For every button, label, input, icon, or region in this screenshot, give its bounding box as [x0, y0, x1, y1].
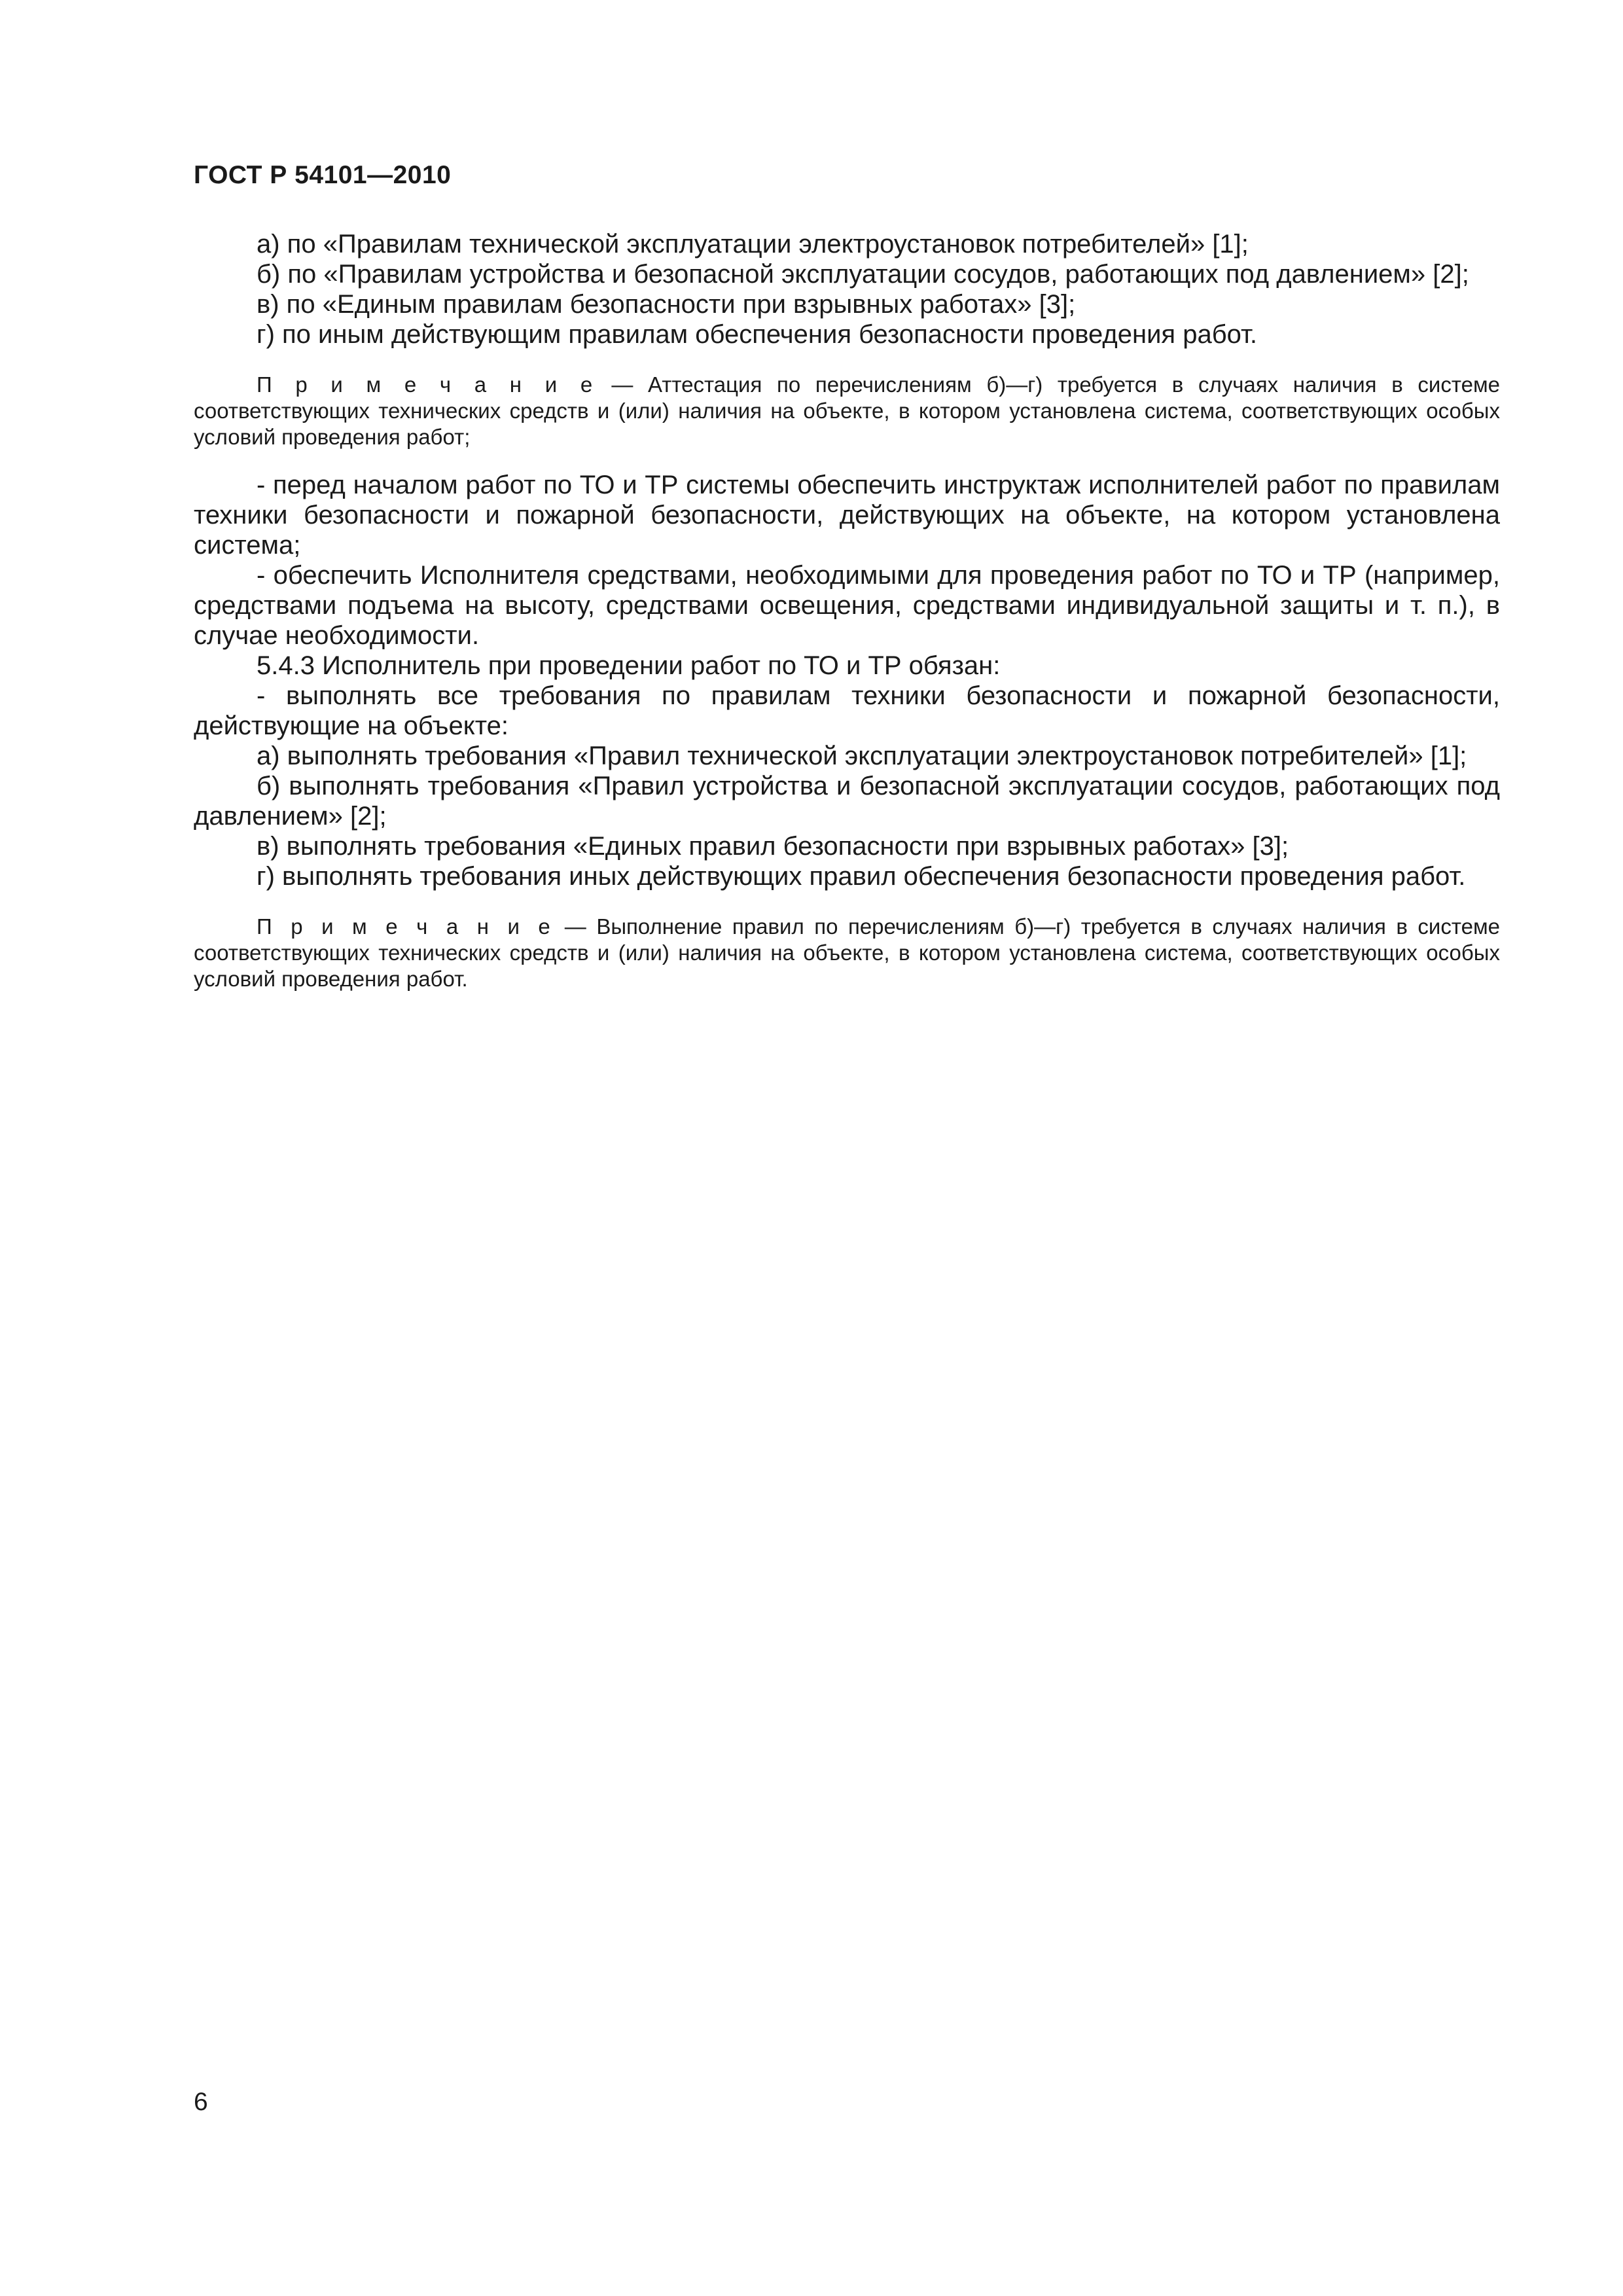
- list-item-b-2: б) выполнять требования «Правил устройства и безопасной эксплуатации сосудов, работающих под давлением» [2];: [194, 772, 1500, 831]
- note-text: — Аттестация по перечислениям б)—г) требуется в случаях наличия в системе соответствующих технических средств и (или) наличия на объекте, в котором установлена система, соответствующих особых условий проведения работ;: [194, 372, 1500, 449]
- note-rules-compliance: [194, 914, 1500, 992]
- list-item-d: г) по иным действующим правилам обеспечения безопасности проведения работ.: [257, 320, 1257, 349]
- document-code: ГОСТ Р 54101—2010: [194, 161, 452, 189]
- note-text: — Выполнение правил по перечислениям б)—г) требуется в случаях наличия в системе соответствующих технических средств и (или) наличия на объекте, в котором установлена система, соответствующих особых условий проведения работ.: [194, 914, 1500, 991]
- list-item-d-2: г) выполнять требования иных действующих правил обеспечения безопасности проведения работ.: [257, 862, 1466, 891]
- page-number: 6: [194, 2088, 208, 2116]
- list-item-b: б) по «Правилам устройства и безопасной эксплуатации сосудов, работающих под давлением» [2];: [257, 260, 1469, 289]
- paragraph-safety-requirements: - выполнять все требования по правилам техники безопасности и пожарной безопасности, действующие на объекте:: [194, 681, 1500, 740]
- clause-5-4-3: 5.4.3 Исполнитель при проведении работ по ТО и ТР обязан:: [257, 651, 1001, 680]
- list-item-a: а) по «Правилам технической эксплуатации электроустановок потребителей» [1];: [257, 230, 1249, 259]
- list-item-c-2: в) выполнять требования «Единых правил безопасности при взрывных работах» [3];: [257, 832, 1289, 861]
- paragraph-instruction: - перед началом работ по ТО и ТР системы обеспечить инструктаж исполнителей работ по правилам техники безопасности и пожарной безопасности, действующих на объекте, на котором установлена система;: [194, 471, 1500, 560]
- paragraph-provide-means: - обеспечить Исполнителя средствами, необходимыми для проведения работ по ТО и ТР (например, средствами подъема на высоту, средствами освещения, средствами индивидуальной защиты и т. п.), в случае необходимости.: [194, 561, 1500, 650]
- note-label: П р и м е ч а н и е: [257, 372, 597, 397]
- note-label: П р и м е ч а н и е: [257, 914, 555, 939]
- note-attestation: [194, 372, 1500, 450]
- list-item-a-2: а) выполнять требования «Правил технической эксплуатации электроустановок потребителей» [1];: [257, 742, 1467, 770]
- list-item-c: в) по «Единым правилам безопасности при взрывных работах» [3];: [257, 290, 1076, 319]
- page-body: [194, 229, 1500, 1012]
